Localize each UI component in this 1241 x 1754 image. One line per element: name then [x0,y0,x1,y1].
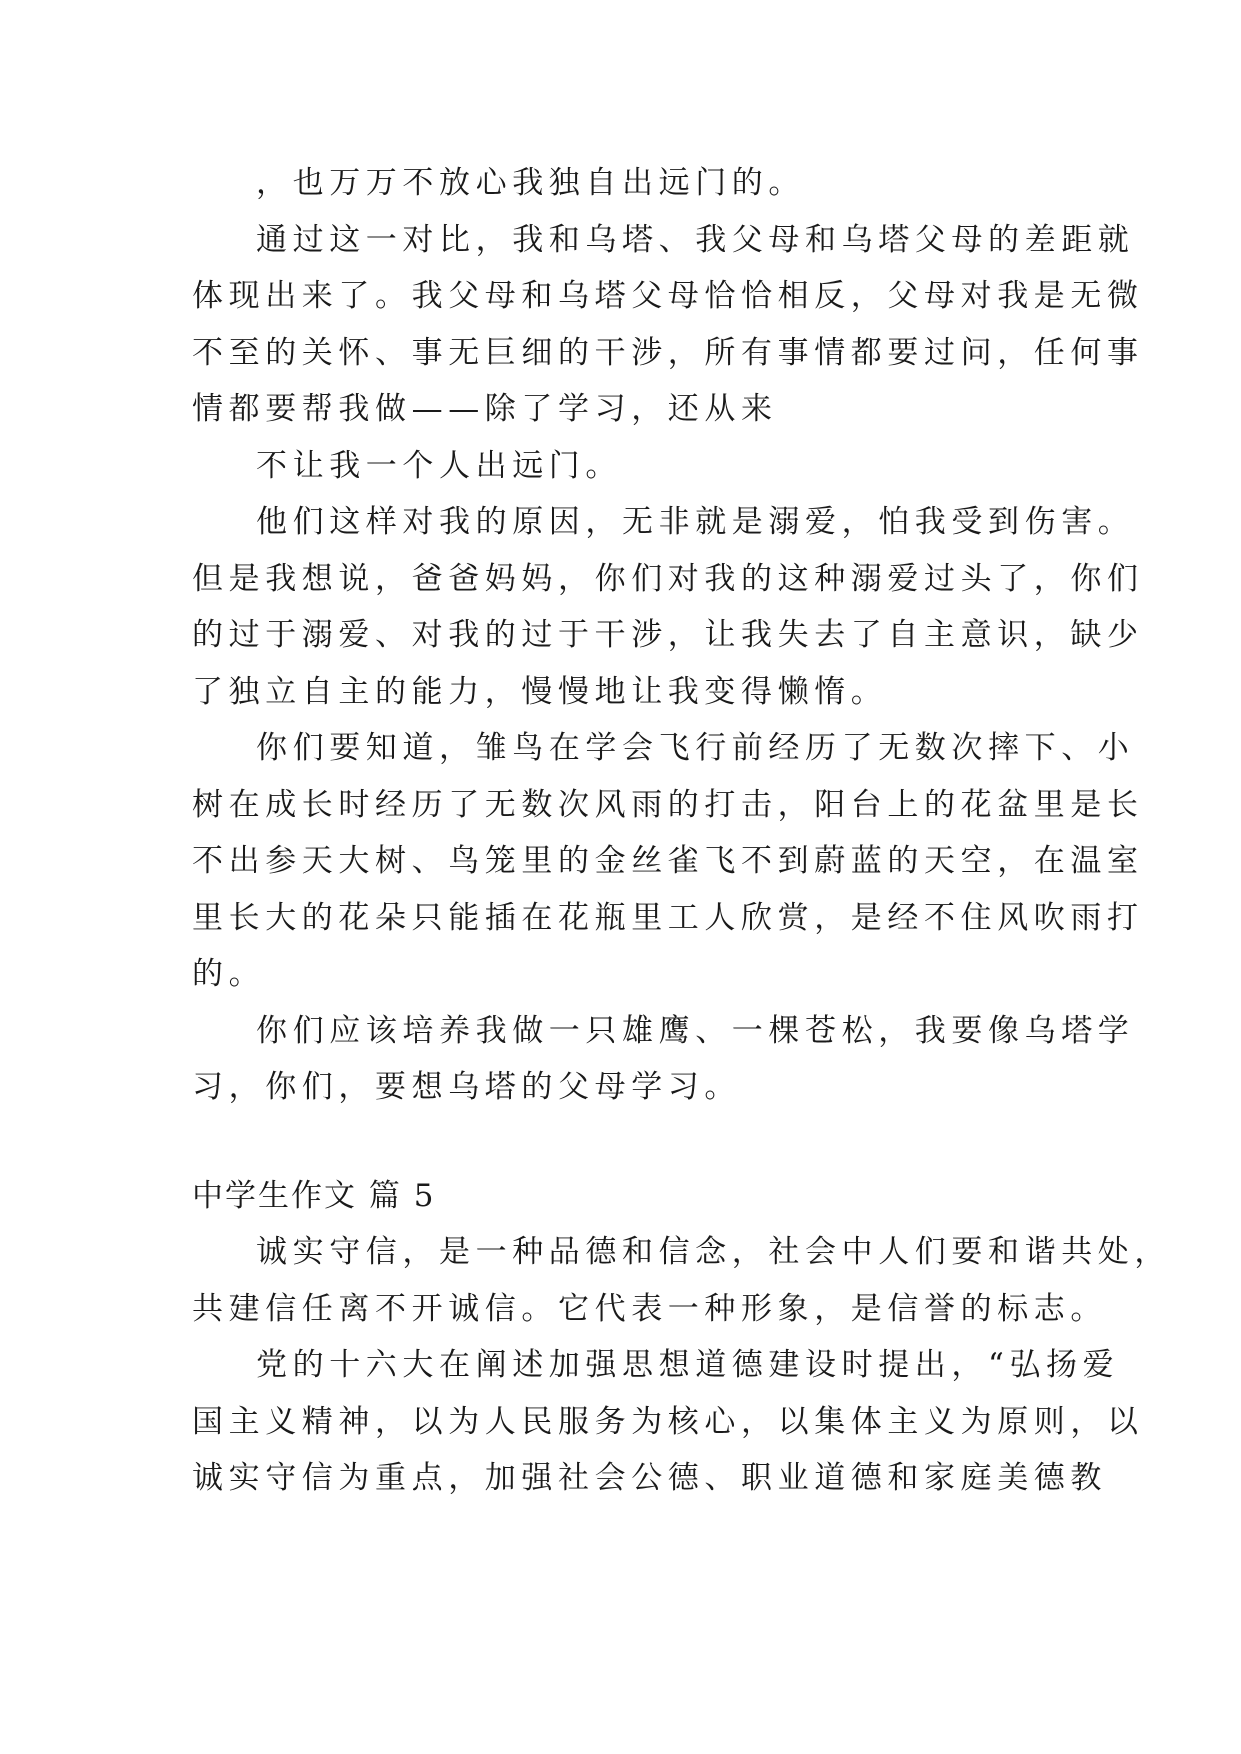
paragraph-line: 党的十六大在阐述加强思想道德建设时提出，“弘扬爱 [256,1347,1120,1383]
paragraph-line: 你们要知道，雏鸟在学会飞行前经历了无数次摔下、小 [256,730,1135,766]
paragraph-line: 他们这样对我的原因，无非就是溺爱，怕我受到伤害。 [256,504,1135,540]
paragraph-line: 但是我想说，爸爸妈妈，你们对我的这种溺爱过头了，你们 [192,560,1144,597]
paragraph-line: ，也万万不放心我独自出远门的。 [256,165,805,201]
paragraph-line: 你们应该培养我做一只雄鹰、一棵苍松，我要像乌塔学 [256,1012,1135,1049]
paragraph-line: 通过这一对比，我和乌塔、我父母和乌塔父母的差距就 [256,221,1135,258]
paragraph-line: 诚实守信，是一种品德和信念，社会中人们要和谐共处， [256,1234,1171,1270]
paragraph-line: 情都要帮我做——除了学习，还从来 [192,391,778,427]
paragraphs-part-1 [192,155,1144,1116]
paragraph-line: 体现出来了。我父母和乌塔父母恰恰相反，父母对我是无微 [192,278,1144,314]
paragraph-line: 共建信任离不开诚信。它代表一种形象，是信誉的标志。 [192,1290,1107,1327]
section-spacer [192,1116,1072,1168]
paragraph-line: 里长大的花朵只能插在花瓶里工人欣赏，是经不住风吹雨打 [192,899,1144,936]
paragraph-line: 不让我一个人出远门。 [256,447,622,484]
paragraph-line: 不至的关怀、事无巨细的干涉，所有事情都要过问，任何事 [192,334,1144,371]
paragraph-line: 树在成长时经历了无数次风雨的打击，阳台上的花盆里是长 [192,786,1144,823]
section-heading: 中学生作文 篇 5 [192,1177,436,1214]
paragraph-line: 的。 [192,956,266,992]
paragraph-line: 不出参天大树、鸟笼里的金丝雀飞不到蔚蓝的天空，在温室 [192,843,1144,879]
paragraph-line: 了独立自主的能力，慢慢地让我变得懒惰。 [192,673,888,710]
paragraph-line: 国主义精神，以为人民服务为核心，以集体主义为原则，以 [192,1403,1144,1440]
paragraph-line: 的过于溺爱、对我的过于干涉，让我失去了自主意识，缺少 [192,617,1144,653]
paragraphs-part-2 [192,1224,1171,1507]
document-body [192,155,1171,1507]
paragraph-line: 诚实守信为重点，加强社会公德、职业道德和家庭美德教 [192,1460,1107,1496]
paragraph-line: 习，你们，要想乌塔的父母学习。 [192,1069,741,1105]
